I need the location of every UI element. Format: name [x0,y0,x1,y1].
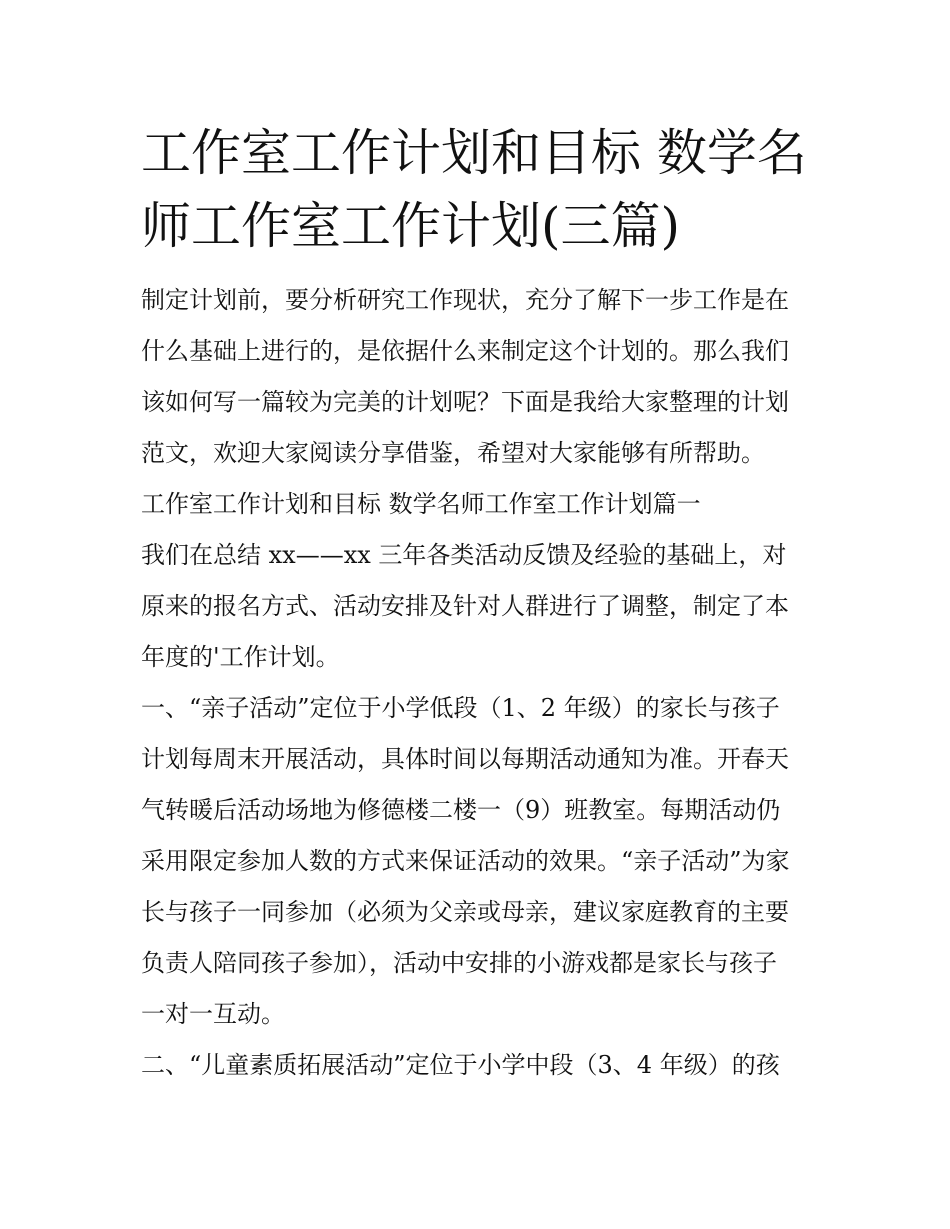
item-one-line-4: 长与孩子一同参加（必须为父亲或母亲，建议家庭教育的主要 [141,898,789,926]
item-one-line-1: 计划每周末开展活动，具体时间以每期活动通知为准。开春天 [141,745,789,773]
item-one-line-2: 气转暖后活动场地为修德楼二楼一（9）班教室。每期活动仍 [141,796,781,824]
title-line-2: 师工作室工作计划(三篇) [141,197,681,255]
item-one-line-6: 一对一互动。 [141,1000,285,1028]
paragraph-line-2: 原来的报名方式、活动安排及针对人群进行了调整，制定了本 [141,592,789,620]
intro-line-4: 范文，欢迎大家阅读分享借鉴，希望对大家能够有所帮助。 [141,439,765,467]
intro-line-2: 什么基础上进行的，是依据什么来制定这个计划的。那么我们 [141,337,789,365]
intro-line-3: 该如何写一篇较为完美的计划呢？下面是我给大家整理的计划 [141,388,789,416]
paragraph-line-3: 年度的'工作计划。 [141,643,340,671]
document-title [141,117,841,263]
section-heading-1: 工作室工作计划和目标 数学名师工作室工作计划篇一 [141,490,701,518]
title-line-1: 工作室工作计划和目标 数学名 [141,124,807,182]
item-two-heading: 二、“儿童素质拓展活动”定位于小学中段（3、4 年级）的孩 [141,1051,780,1079]
item-one-line-5: 负责人陪同孩子参加），活动中安排的小游戏都是家长与孩子 [141,949,777,977]
paragraph-line-1: 我们在总结 xx——xx 三年各类活动反馈及经验的基础上，对 [141,541,787,569]
item-one-line-3: 采用限定参加人数的方式来保证活动的效果。“亲子活动”为家 [141,847,790,875]
item-one-heading: 一、“亲子活动”定位于小学低段（1、2 年级）的家长与孩子 [141,694,780,722]
intro-line-1: 制定计划前，要分析研究工作现状，充分了解下一步工作是在 [141,286,789,314]
